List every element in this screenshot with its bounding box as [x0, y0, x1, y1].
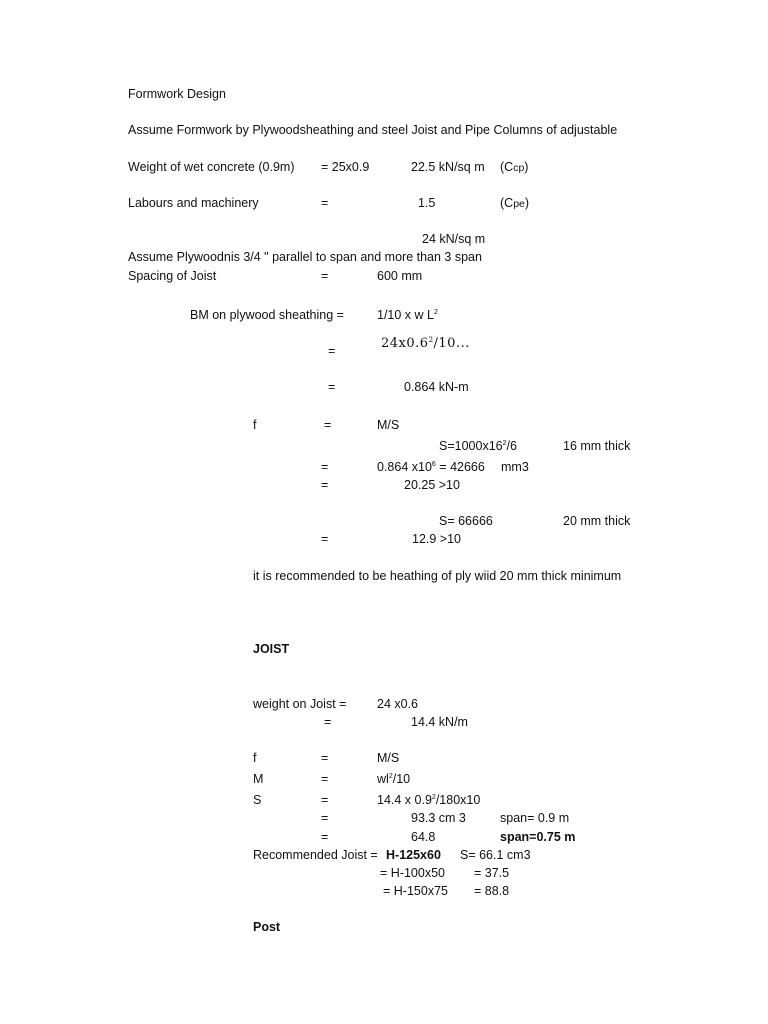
joist-s-value-a: 93.3 cm 3 — [411, 811, 466, 825]
bm-math-expression: $24x0.6^2/10$... — [381, 336, 470, 351]
joist-s-equals-a: = — [321, 811, 329, 825]
joist-s-equals: = — [321, 793, 329, 807]
stress-equals-2: = — [321, 478, 329, 492]
joist-spacing-equals: = — [321, 269, 329, 283]
joist-s-equals-b: = — [321, 830, 329, 844]
joist-s-label: S — [253, 793, 262, 807]
stress-equals-3: = — [321, 532, 329, 546]
thickness-16mm: 16 mm thick — [563, 439, 631, 453]
f-equals: = — [324, 418, 332, 432]
joist-span-a: span= 0.9 m — [500, 811, 570, 825]
alternative-joist-2-modulus: = 88.8 — [474, 884, 510, 898]
joist-heading: JOIST — [253, 642, 290, 656]
joist-m-label: M — [253, 772, 264, 786]
f-formula: M/S — [377, 418, 400, 432]
document-title: Formwork Design — [128, 87, 226, 101]
recommended-joist-section: H-125x60 — [386, 848, 441, 862]
joist-spacing-label: Spacing of Joist — [128, 269, 217, 283]
alternative-joist-2-section: = H-150x75 — [383, 884, 448, 898]
joist-m-equals: = — [321, 772, 329, 786]
joist-f-label: f — [253, 751, 257, 765]
bm-equals-2: = — [328, 380, 336, 394]
wet-concrete-label: Weight of wet concrete (0.9m) — [128, 160, 295, 174]
bm-result: 0.864 kN-m — [404, 380, 469, 394]
plywood-assumption: Assume Plywoodnis 3/4 " parallel to span and more than 3 span — [128, 250, 482, 264]
joist-f-equals: = — [321, 751, 329, 765]
stress-equals-1: = — [321, 460, 329, 474]
stress-calc-1: 0.864 $x10^6 = 42666$ — [377, 460, 485, 474]
formwork-assumption: Assume Formwork by Plywoodsheathing and steel Joist and Pipe Columns of adjustable — [128, 123, 618, 137]
section-modulus-20mm: S= 66666 — [439, 514, 493, 528]
section-modulus-16mm: $S=1000x16^2/6$ — [439, 439, 517, 453]
alternative-joist-1-section: = H-100x50 — [380, 866, 445, 880]
post-heading: Post — [253, 920, 281, 934]
labour-label: Labours and machinery — [128, 196, 259, 210]
bm-equals-1: = — [328, 344, 336, 358]
plywood-recommendation: it is recommended to be heathing of ply wiid 20 mm thick minimum — [253, 569, 622, 583]
joist-span-b: span=0.75 m — [500, 830, 576, 844]
joist-weight-equals: = — [324, 715, 332, 729]
labour-equals: = — [321, 196, 329, 210]
joist-s-formula: 14.4 x $0.9^2/180x10$ — [377, 793, 481, 807]
joist-weight-label: weight on Joist = — [253, 697, 347, 711]
stress-result-16mm: 20.25 >10 — [404, 478, 460, 492]
bm-label: BM on plywood sheathing = — [190, 308, 344, 322]
joist-spacing-value: 600 mm — [377, 269, 423, 283]
total-load: 24 kN/sq m — [422, 232, 486, 246]
labour-value: 1.5 — [418, 196, 436, 210]
f-label: f — [253, 418, 257, 432]
wet-concrete-value: 22.5 kN/sq m — [411, 160, 485, 174]
stress-unit: mm3 — [501, 460, 529, 474]
stress-result-20mm: 12.9 >10 — [412, 532, 462, 546]
alternative-joist-1-modulus: = 37.5 — [474, 866, 510, 880]
wet-concrete-calc: = 25x0.9 — [321, 160, 370, 174]
recommended-joist-modulus: S= 66.1 cm3 — [460, 848, 531, 862]
joist-m-formula: $wl^2/10$ — [377, 772, 411, 786]
bm-formula: 1/10 x w $L^2$ — [377, 308, 438, 322]
labour-code: (Cpe) — [500, 196, 530, 210]
thickness-20mm: 20 mm thick — [563, 514, 631, 528]
joist-weight-value: 14.4 kN/m — [411, 715, 468, 729]
wet-concrete-code: (Ccp) — [500, 160, 529, 174]
joist-weight-calc: 24 x0.6 — [377, 697, 419, 711]
recommended-joist-label: Recommended Joist = — [253, 848, 378, 862]
joist-s-value-b: 64.8 — [411, 830, 436, 844]
joist-f-formula: M/S — [377, 751, 400, 765]
